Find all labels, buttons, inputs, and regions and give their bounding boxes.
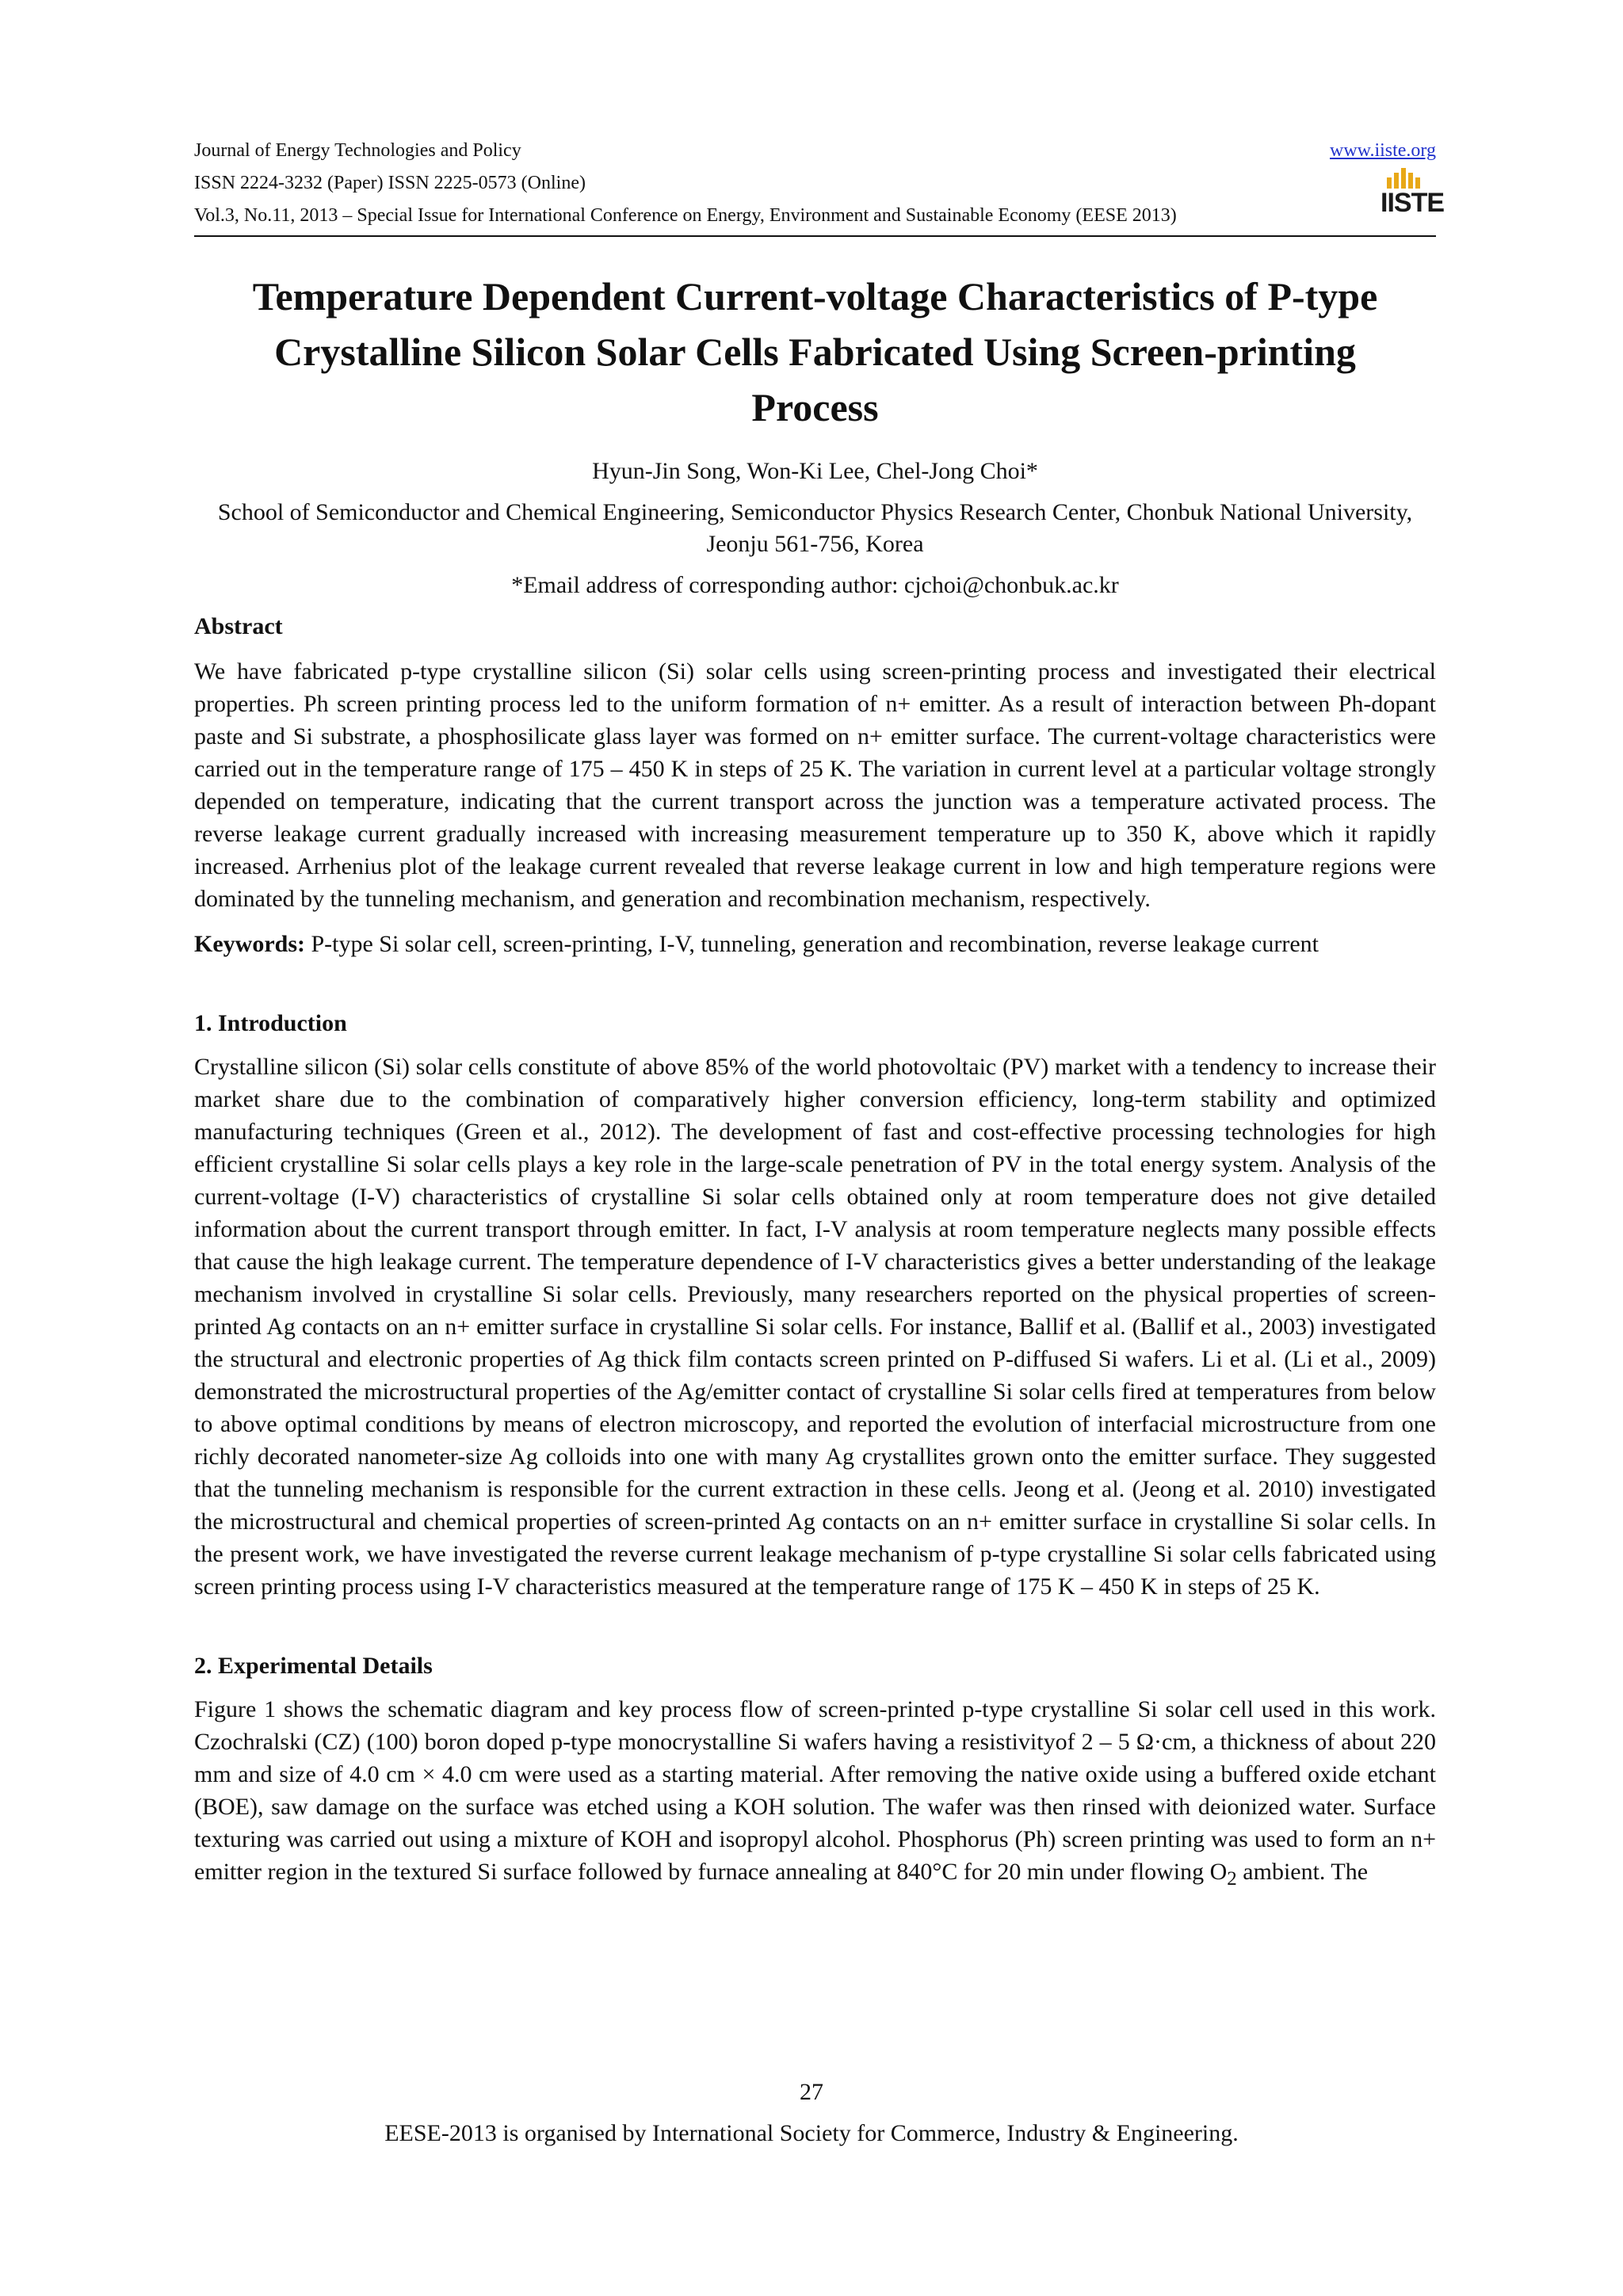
introduction-section xyxy=(194,1008,1436,1603)
footer-organiser: EESE-2013 is organised by International Society for Commerce, Industry & Engineering. xyxy=(384,2120,1239,2146)
experimental-text-end: ambient. The xyxy=(1236,1859,1369,1885)
page-number: 27 xyxy=(800,2079,823,2105)
experimental-heading: 2. Experimental Details xyxy=(194,1653,433,1679)
keywords-text: P-type Si solar cell, screen-printing, I-V, tunneling, generation and recombination, reverse leakage current xyxy=(311,931,1319,957)
journal-volume: Vol.3, No.11, 2013 – Special Issue for International Conference on Energy, Environment and Sustainable Economy (EESE 2013) xyxy=(194,205,1177,226)
logo-text: IISTE xyxy=(1381,188,1445,218)
introduction-heading: 1. Introduction xyxy=(194,1010,347,1036)
journal-website-link[interactable]: www.iiste.org xyxy=(1330,140,1436,161)
paper-affiliation: School of Semiconductor and Chemical Engineering, Semiconductor Physics Research Center, Chonbuk National University, Jeonju 561-756, Korea xyxy=(217,499,1413,557)
abstract-heading: Abstract xyxy=(194,613,283,639)
keywords-paragraph xyxy=(194,928,1436,960)
journal-header-line-1 xyxy=(194,135,1436,167)
logo-bars-icon xyxy=(1387,168,1423,189)
keywords-label: Keywords: xyxy=(194,931,305,957)
introduction-text: Crystalline silicon (Si) solar cells constitute of above 85% of the world photovoltaic (PV) market with a tendency to increase their market share due to the combination of comparatively higher conversion efficiency, long-term stability and optimized manufacturing techniques (Green et al., 2012). The development of fast and cost-effective processing technologies for high efficient crystalline Si solar cells plays a key role in the large-scale penetration of PV in the total energy system. Analysis of the current-voltage (I-V) characteristics of crystalline Si solar cells obtained only at room temperature does not give detailed information about the current transport through emitter. In fact, I-V analysis at room temperature neglects many possible effects that cause the high leakage current. The temperature dependence of I-V characteristics gives a better understanding of the leakage mechanism involved in crystalline Si solar cells. Previously, many researchers reported on the physical properties of screen-printed Ag contacts on an n+ emitter surface in crystalline Si solar cells. For instance, Ballif et al. (Ballif et al., 2003) investigated the structural and electronic properties of Ag thick film contacts screen printed on P-diffused Si wafers. Li et al. (Li et al., 2009) demonstrated the microstructural properties of the Ag/emitter contact of crystalline Si solar cells fired at temperatures from below to above optimal conditions by means of electron microscopy, and reported the evolution of interfacial microstructure from one richly decorated nanometer-size Ag colloids into one with many Ag crystallites grown onto the emitter surface. They suggested that the tunneling mechanism is responsible for the current extraction in these cells. Jeong et al. (Jeong et al. 2010) investigated the microstructural and chemical properties of screen-printed Ag contacts on an n+ emitter surface in crystalline Si solar cells. In the present work, we have investigated the reverse current leakage mechanism of p-type crystalline Si solar cells fabricated using screen printing process using I-V characteristics measured at the temperature range of 175 K – 450 K in steps of 25 K. xyxy=(194,1054,1436,1600)
oxygen-subscript: 2 xyxy=(1227,1868,1237,1890)
header-divider xyxy=(194,235,1436,237)
abstract-text: We have fabricated p-type crystalline silicon (Si) solar cells using screen-printing process and investigated their electrical properties. Ph screen printing process led to the uniform formation of n+ emitter. As a result of interaction between Ph-dopant paste and Si substrate, a phosphosilicate glass layer was formed on n+ emitter surface. The current-voltage characteristics were carried out in the temperature range of 175 – 450 K in steps of 25 K. The variation in current level at a particular voltage strongly depended on temperature, indicating that the current transport across the junction was a temperature activated process. The reverse leakage current gradually increased with increasing measurement temperature up to 350 K, above which it rapidly increased. Arrhenius plot of the leakage current revealed that reverse leakage current in low and high temperature regions were dominated by the tunneling mechanism, and generation and recombination mechanism, respectively. xyxy=(194,658,1436,912)
experimental-text xyxy=(194,1693,1436,1895)
paper-authors: Hyun-Jin Song, Won-Ki Lee, Chel-Jong Choi* xyxy=(592,458,1038,484)
experimental-text-main: Figure 1 shows the schematic diagram and key process flow of screen-printed p-type crystalline Si solar cell used in this work. Czochralski (CZ) (100) boron doped p-type monocrystalline Si wafers having a resistivityof 2 – 5 Ω·cm, a thickness of about 220 mm and size of 4.0 cm × 4.0 cm were used as a starting material. After removing the native oxide using a buffered oxide etchant (BOE), saw damage on the surface was etched using a KOH solution. The wafer was then rinsed with deionized water. Surface texturing was carried out using a mixture of KOH and isopropyl alcohol. Phosphorus (Ph) screen printing was used to form an n+ emitter region in the textured Si surface followed by furnace annealing at 840°C for 20 min under flowing O xyxy=(194,1696,1436,1885)
iiste-logo xyxy=(1381,165,1445,220)
experimental-section xyxy=(194,1650,1436,1895)
corresponding-email: *Email address of corresponding author: cjchoi@chonbuk.ac.kr xyxy=(511,572,1119,598)
journal-issn: ISSN 2224-3232 (Paper) ISSN 2225-0573 (Online) xyxy=(194,173,586,193)
paper-page xyxy=(194,135,1445,1895)
paper-title: Temperature Dependent Current-voltage Characteristics of P-type Crystalline Silicon Solar Cells Fabricated Using Screen-printing Process xyxy=(252,274,1378,429)
journal-name: Journal of Energy Technologies and Policy xyxy=(194,140,521,161)
